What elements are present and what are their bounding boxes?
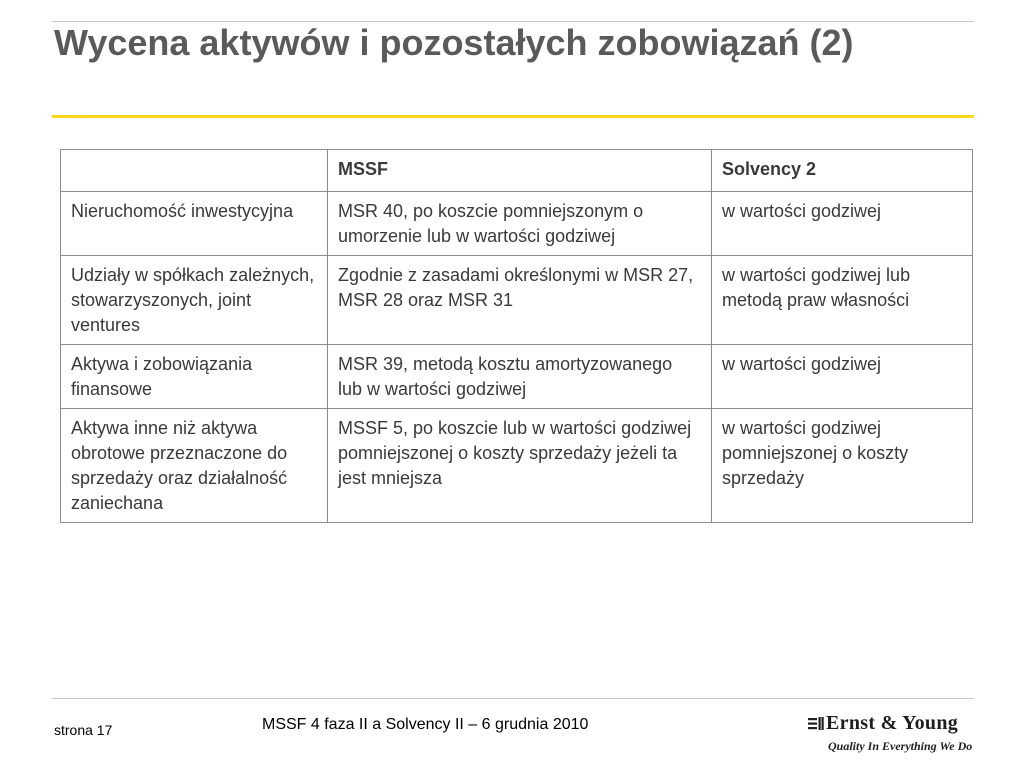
cell-mssf: MSR 39, metodą kosztu amortyzowanego lub w wartości godziwej <box>328 345 712 409</box>
bottom-divider <box>52 698 974 699</box>
cell-solvency: w wartości godziwej lub metodą praw własności <box>712 256 973 345</box>
cell-solvency: w wartości godziwej <box>712 192 973 256</box>
cell-solvency: w wartości godziwej <box>712 345 973 409</box>
cell-mssf: MSR 40, po koszcie pomniejszonym o umorzenie lub w wartości godziwej <box>328 192 712 256</box>
cell-item: Nieruchomość inwestycyjna <box>61 192 328 256</box>
table-row <box>61 256 973 345</box>
header-mssf: MSSF <box>328 150 712 192</box>
title-underline <box>52 115 974 118</box>
logo-tagline: Quality In Everything We Do <box>828 739 973 753</box>
cell-mssf: Zgodnie z zasadami określonymi w MSR 27, MSR 28 oraz MSR 31 <box>328 256 712 345</box>
table-row <box>61 409 973 523</box>
table-row <box>61 192 973 256</box>
cell-mssf: MSSF 5, po koszcie lub w wartości godziwej pomniejszonej o koszty sprzedaży jeżeli ta jest mniejsza <box>328 409 712 523</box>
table-row <box>61 345 973 409</box>
cell-item: Aktywa inne niż aktywa obrotowe przeznaczone do sprzedaży oraz działalność zaniechana <box>61 409 328 523</box>
header-empty <box>61 150 328 192</box>
slide-title: Wycena aktywów i pozostałych zobowiązań (2) <box>54 22 854 63</box>
header-solvency: Solvency 2 <box>712 150 973 192</box>
table-header-row <box>61 150 973 192</box>
footer-caption: MSSF 4 faza II a Solvency II – 6 grudnia 2010 <box>262 716 589 733</box>
cell-item: Udziały w spółkach zależnych, stowarzyszonych, joint ventures <box>61 256 328 345</box>
cell-item: Aktywa i zobowiązania finansowe <box>61 345 328 409</box>
comparison-table <box>60 149 973 523</box>
page-number: strona 17 <box>54 722 113 738</box>
ernst-young-logo <box>808 712 978 756</box>
logo-mark-icon <box>808 716 824 732</box>
cell-solvency: w wartości godziwej pomniejszonej o koszty sprzedaży <box>712 409 973 523</box>
logo-name: Ernst & Young <box>826 712 959 734</box>
